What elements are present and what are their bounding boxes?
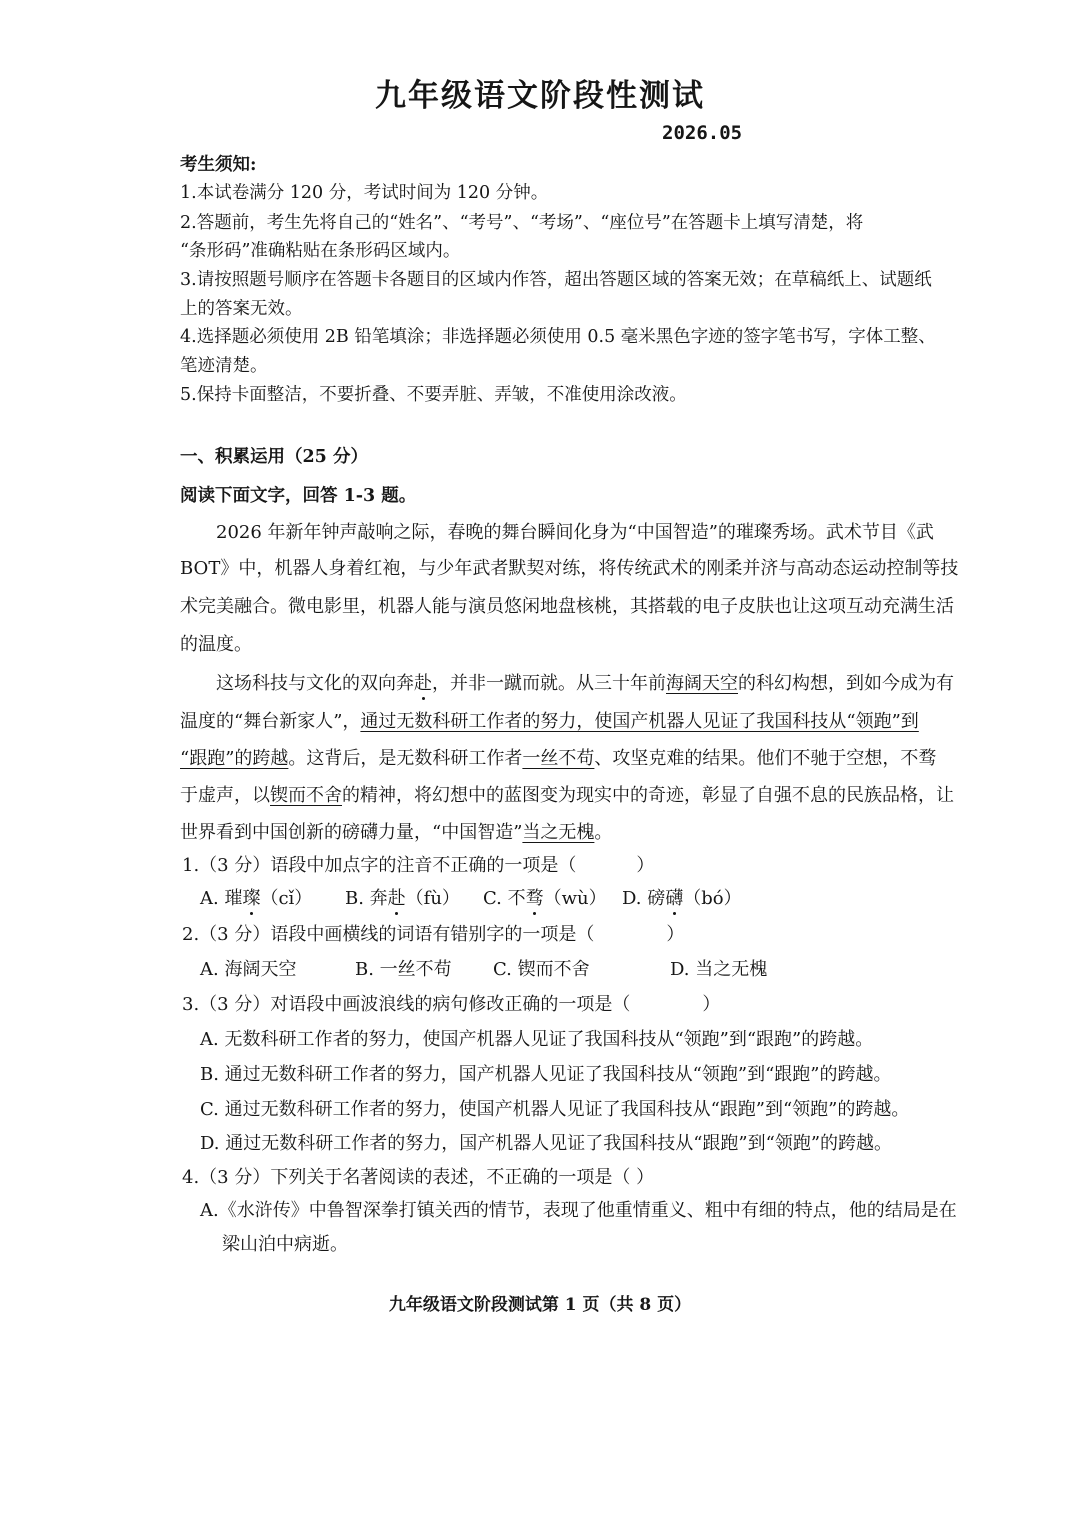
notice-item: 1.本试卷满分 120 分，考试时间为 120 分钟。 xyxy=(180,183,549,203)
notice-heading: 考生须知: xyxy=(180,155,257,175)
notice-item: 上的答案无效。 xyxy=(180,299,303,319)
q4-option-a: A.《水浒传》中鲁智深拳打镇关西的情节，表现了他重情重义、粗中有细的特点，他的结局是在 xyxy=(200,1200,957,1221)
notice-item: “条形码”准确粘贴在条形码区域内。 xyxy=(180,241,461,261)
question-1: 1.（3 分）语段中加点字的注音不正确的一项是（ ） xyxy=(182,855,655,876)
question-4: 4.（3 分）下列关于名著阅读的表述，不正确的一项是（ ） xyxy=(182,1167,655,1188)
passage-line: 术完美融合。微电影里，机器人能与演员悠闲地盘核桃，其搭载的电子皮肤也让这项互动充满生活 xyxy=(180,596,954,617)
underlined-word: 锲而不舍 xyxy=(270,785,342,806)
question-2: 2.（3 分）语段中画横线的词语有错别字的一项是（ ） xyxy=(182,924,685,945)
underlined-word: 当之无槐 xyxy=(522,822,595,843)
underlined-word: 一丝不苟 xyxy=(522,748,595,769)
notice-item: 4.选择题必须使用 2B 铅笔填涂；非选择题必须使用 0.5 毫米黑色字迹的签字笔书写，字体工整、 xyxy=(180,327,936,347)
dotted-char: 赴 xyxy=(414,673,432,694)
q3-option-d: D. 通过无数科研工作者的努力，国产机器人见证了我国科技从“跟跑”到“领跑”的跨越。 xyxy=(200,1133,893,1154)
underlined-word: 海阔天空 xyxy=(666,673,738,694)
passage-line: BOT》中，机器人身着红袍，与少年武者默契对练，将传统武术的刚柔并济与高动态运动控制等技 xyxy=(180,558,959,579)
page-footer: 九年级语文阶段测试第 1 页（共 8 页） xyxy=(388,1295,692,1315)
notice-item: 3.请按照题号顺序在答题卡各题目的区域内作答，超出答题区域的答案无效；在草稿纸上、试题纸 xyxy=(180,270,932,290)
q3-option-c: C. 通过无数科研工作者的努力，使国产机器人见证了我国科技从“跟跑”到“领跑”的跨越。 xyxy=(200,1099,910,1120)
q1-option-a: A. 璀璨（cǐ） xyxy=(200,888,313,909)
passage-line: 2026 年新年钟声敲响之际，春晚的舞台瞬间化身为“中国智造”的璀璨秀场。武术节目《武 xyxy=(180,522,934,543)
question-3: 3.（3 分）对语段中画波浪线的病句修改正确的一项是（ ） xyxy=(182,994,721,1015)
passage-line: 这场科技与文化的双向奔赴，并非一蹴而就。从三十年前海阔天空的科幻构想，到如今成为有 xyxy=(180,673,954,694)
passage-line: 世界看到中国创新的磅礴力量，“中国智造”当之无槐。 xyxy=(180,822,613,843)
passage-line: 于虚声，以锲而不舍的精神，将幻想中的蓝图变为现实中的奇迹，彰显了自强不息的民族品格，让 xyxy=(180,785,954,806)
q2-option-c: C. 锲而不舍 xyxy=(493,959,590,980)
wavy-line-sentence: 通过无数科研工作者的努力，使国产机器人见证了我国科技从“领跑”到 xyxy=(360,711,919,732)
passage-line: 的温度。 xyxy=(180,634,252,655)
q1-option-b: B. 奔赴（fù） xyxy=(345,888,460,909)
exam-date: 2026.05 xyxy=(662,122,743,144)
q1-option-c: C. 不骛（wù） xyxy=(483,888,607,909)
passage-line: “跟跑”的跨越。这背后，是无数科研工作者一丝不苟、攻坚克难的结果。他们不驰于空想，不骛 xyxy=(180,748,937,769)
q4-option-a-cont: 梁山泊中病逝。 xyxy=(222,1234,348,1255)
q2-option-d: D. 当之无槐 xyxy=(670,959,768,980)
notice-item: 5.保持卡面整洁，不要折叠、不要弄脏、弄皱，不准使用涂改液。 xyxy=(180,385,687,405)
passage-line: 温度的“舞台新家人”，通过无数科研工作者的努力，使国产机器人见证了我国科技从“领跑”到 xyxy=(180,711,919,732)
q1-option-d: D. 磅礴（bó） xyxy=(622,888,742,909)
q2-option-a: A. 海阔天空 xyxy=(200,959,297,980)
section-heading: 一、积累运用（25 分） xyxy=(180,447,368,467)
notice-item: 2.答题前，考生先将自己的“姓名”、“考号”、“考场”、“座位号”在答题卡上填写清楚，将 xyxy=(180,213,864,233)
q2-option-b: B. 一丝不苟 xyxy=(355,959,452,980)
q3-option-a: A. 无数科研工作者的努力，使国产机器人见证了我国科技从“领跑”到“跟跑”的跨越。 xyxy=(200,1029,874,1050)
notice-item: 笔迹清楚。 xyxy=(180,356,268,376)
wavy-line-sentence: “跟跑”的跨越 xyxy=(180,748,289,769)
q3-option-b: B. 通过无数科研工作者的努力，国产机器人见证了我国科技从“领跑”到“跟跑”的跨越。 xyxy=(200,1064,892,1085)
exam-title: 九年级语文阶段性测试 xyxy=(375,78,705,114)
reading-instruction: 阅读下面文字，回答 1-3 题。 xyxy=(180,486,417,506)
